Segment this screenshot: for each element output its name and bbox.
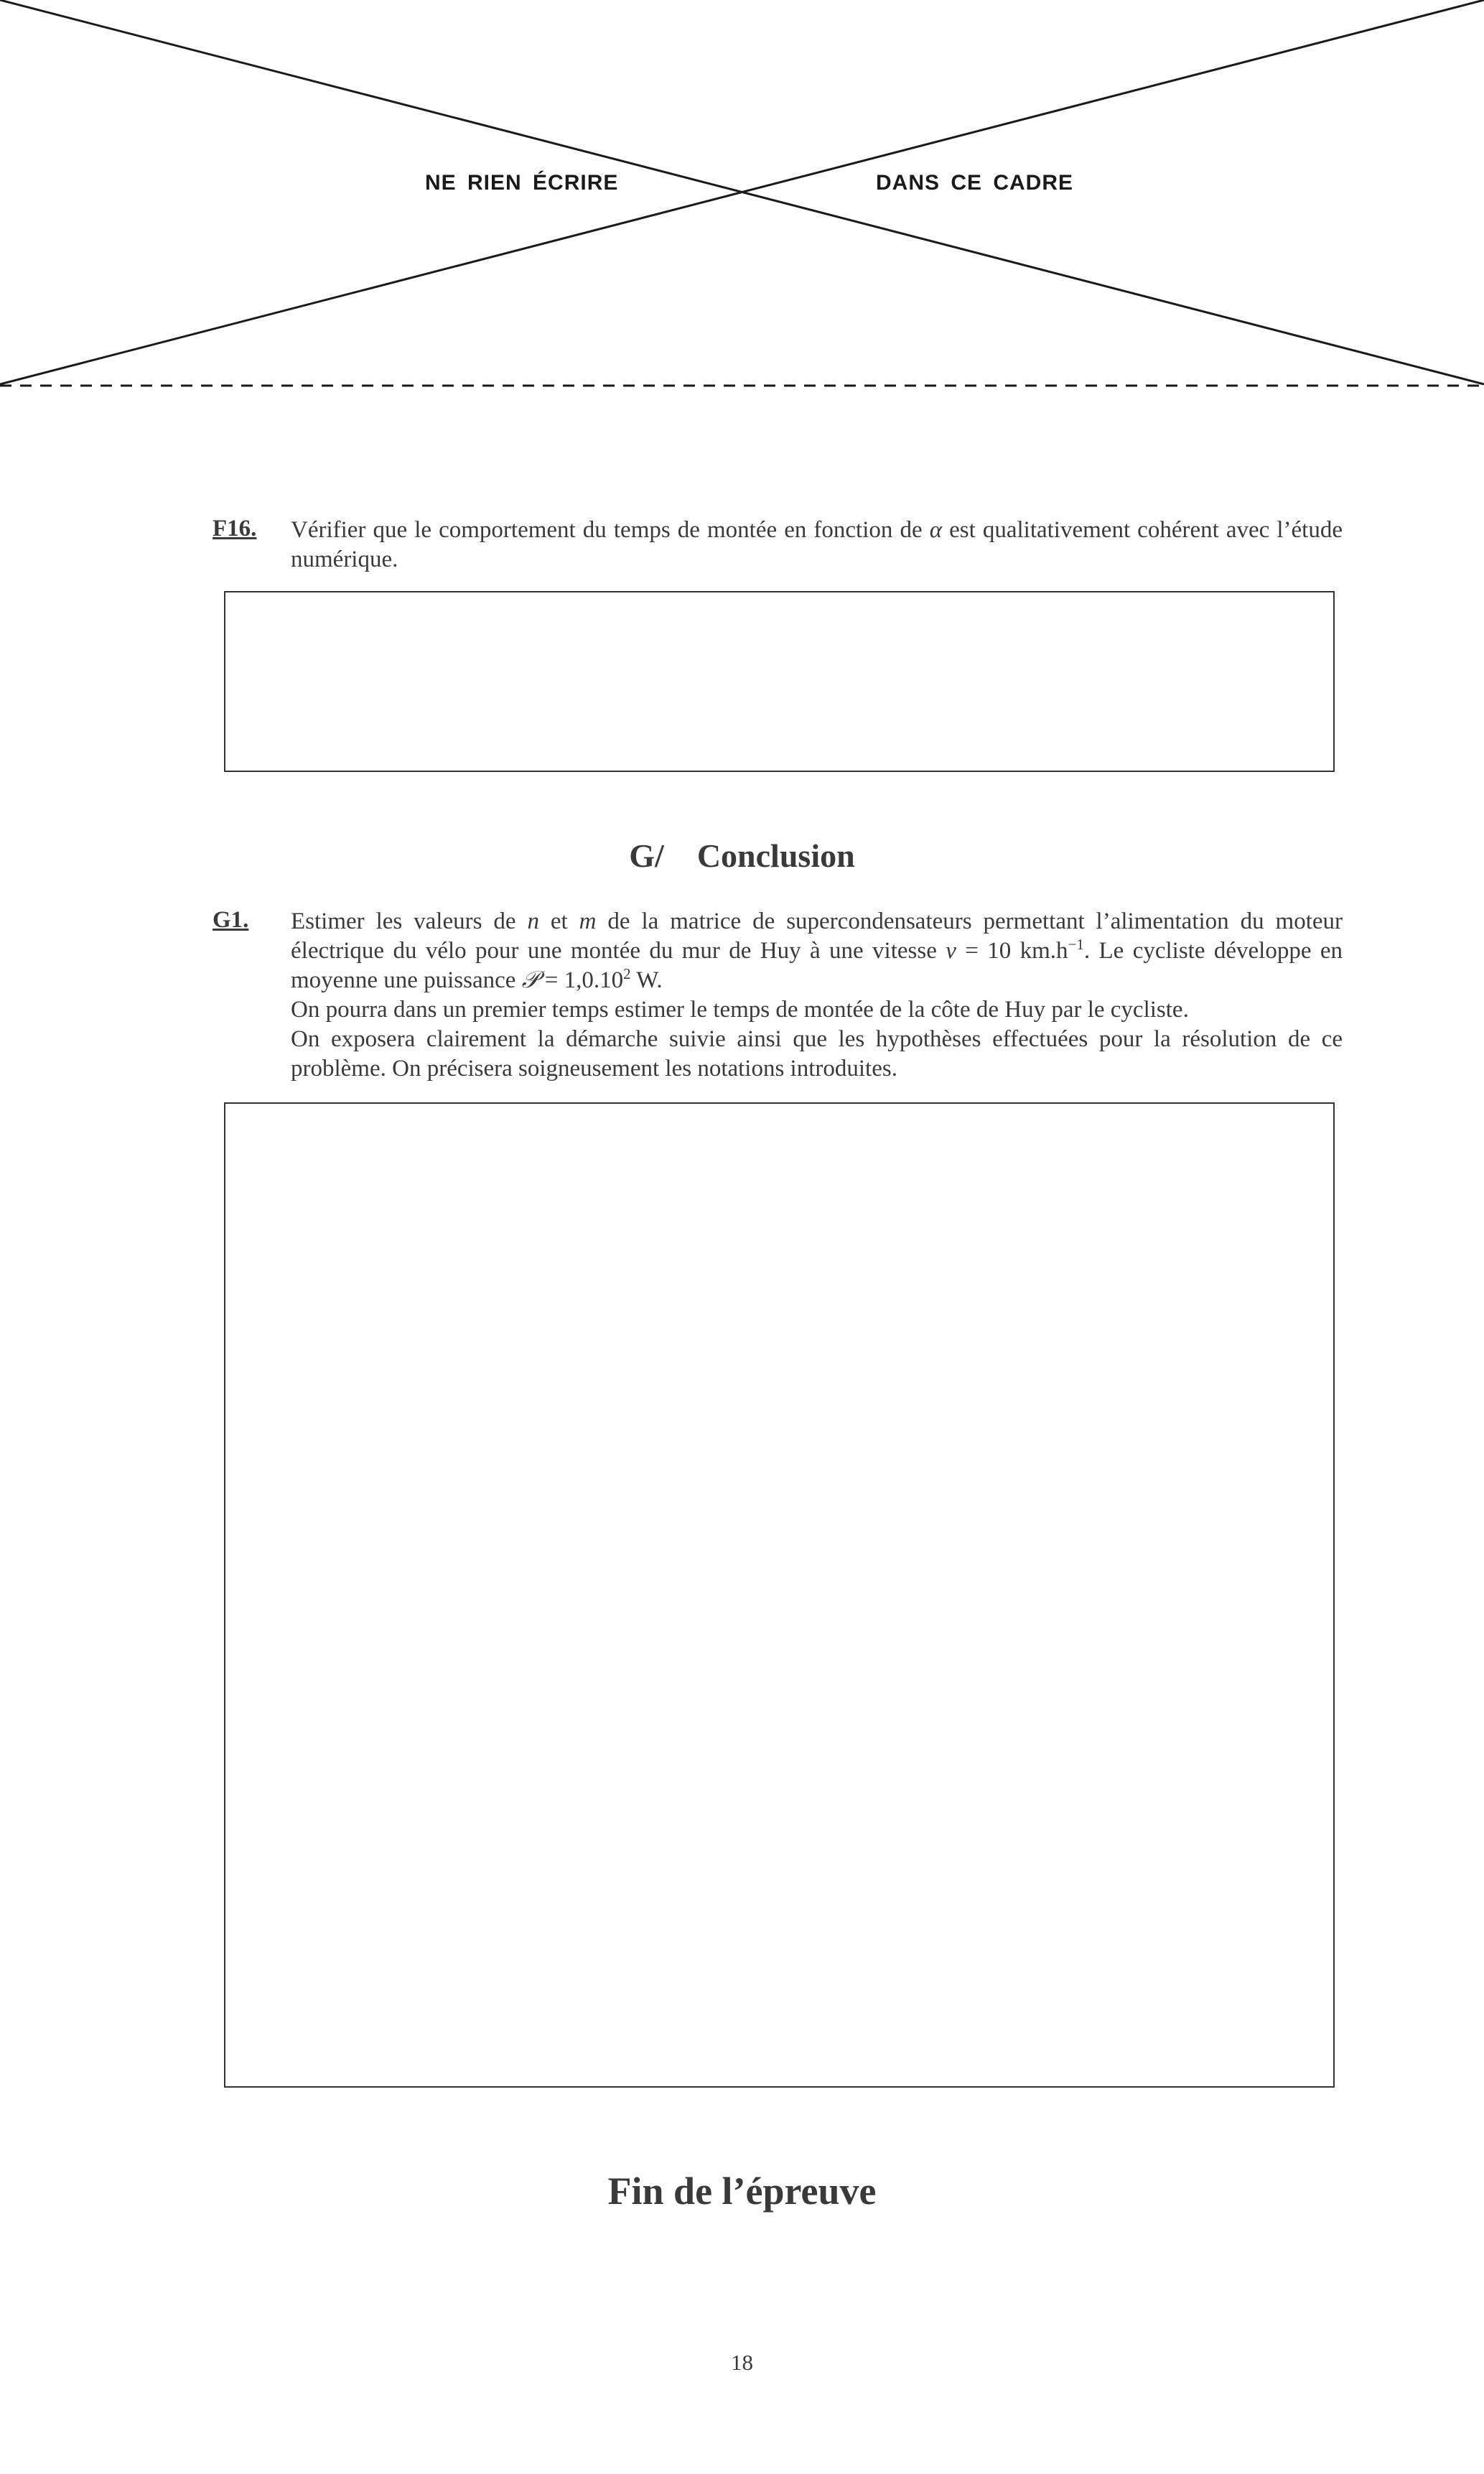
text-segment: = 1,0.10 — [538, 967, 624, 993]
question-text-f16 — [291, 516, 1343, 575]
section-title: G/ Conclusion — [629, 837, 855, 874]
question-paragraph-2: On pourra dans un premier temps estimer le temps de montée de la côte de Huy par le cycliste. — [291, 997, 1189, 1023]
text-segment: et — [538, 908, 579, 934]
header-left-text: NE RIEN ÉCRIRE — [425, 171, 619, 195]
answer-box-g1[interactable] — [224, 1102, 1335, 2088]
text-segment: de la matrice de supercondensateurs permettant l’alimentation du moteur électrique du vélo pour une montée du mur de Huy à une vitesse — [291, 908, 1343, 964]
page-number: 18 — [731, 2350, 753, 2375]
text-segment: est qualitativement cohérent avec l’étude numérique. — [291, 517, 1343, 572]
text-segment: . Le cycliste développe en moyenne une puissance — [291, 938, 1343, 993]
exponent: 2 — [623, 965, 631, 982]
power-symbol: 𝒫 — [521, 967, 539, 993]
question-paragraph-3: On exposera clairement la démarche suivie ainsi que les hypothèses effectuées pour la résolution de ce problème. On précisera soigneusement les notations introduites. — [291, 1026, 1343, 1082]
text-segment: W. — [630, 967, 663, 993]
question-text-g1 — [291, 907, 1343, 1084]
exponent: −1 — [1068, 936, 1084, 953]
end-of-exam-title: Fin de l’épreuve — [607, 2170, 877, 2213]
question-label-g1: G1. — [213, 907, 249, 933]
alpha-symbol: α — [929, 517, 943, 543]
text-segment: Estimer les valeurs de — [291, 908, 528, 934]
question-paragraph-1 — [291, 907, 1343, 995]
header-right-text: DANS CE CADRE — [876, 171, 1074, 195]
text-segment: = 10 km.h — [956, 938, 1068, 964]
answer-box-f16[interactable] — [224, 591, 1335, 772]
do-not-write-frame — [0, 0, 1484, 388]
variable-m: m — [579, 908, 597, 934]
question-label-f16: F16. — [213, 516, 257, 541]
variable-n: n — [527, 908, 539, 934]
cross-out-lines — [0, 0, 1484, 388]
variable-v: v — [946, 938, 956, 964]
text-segment: Vérifier que le comportement du temps de montée en fonction de — [291, 517, 930, 543]
